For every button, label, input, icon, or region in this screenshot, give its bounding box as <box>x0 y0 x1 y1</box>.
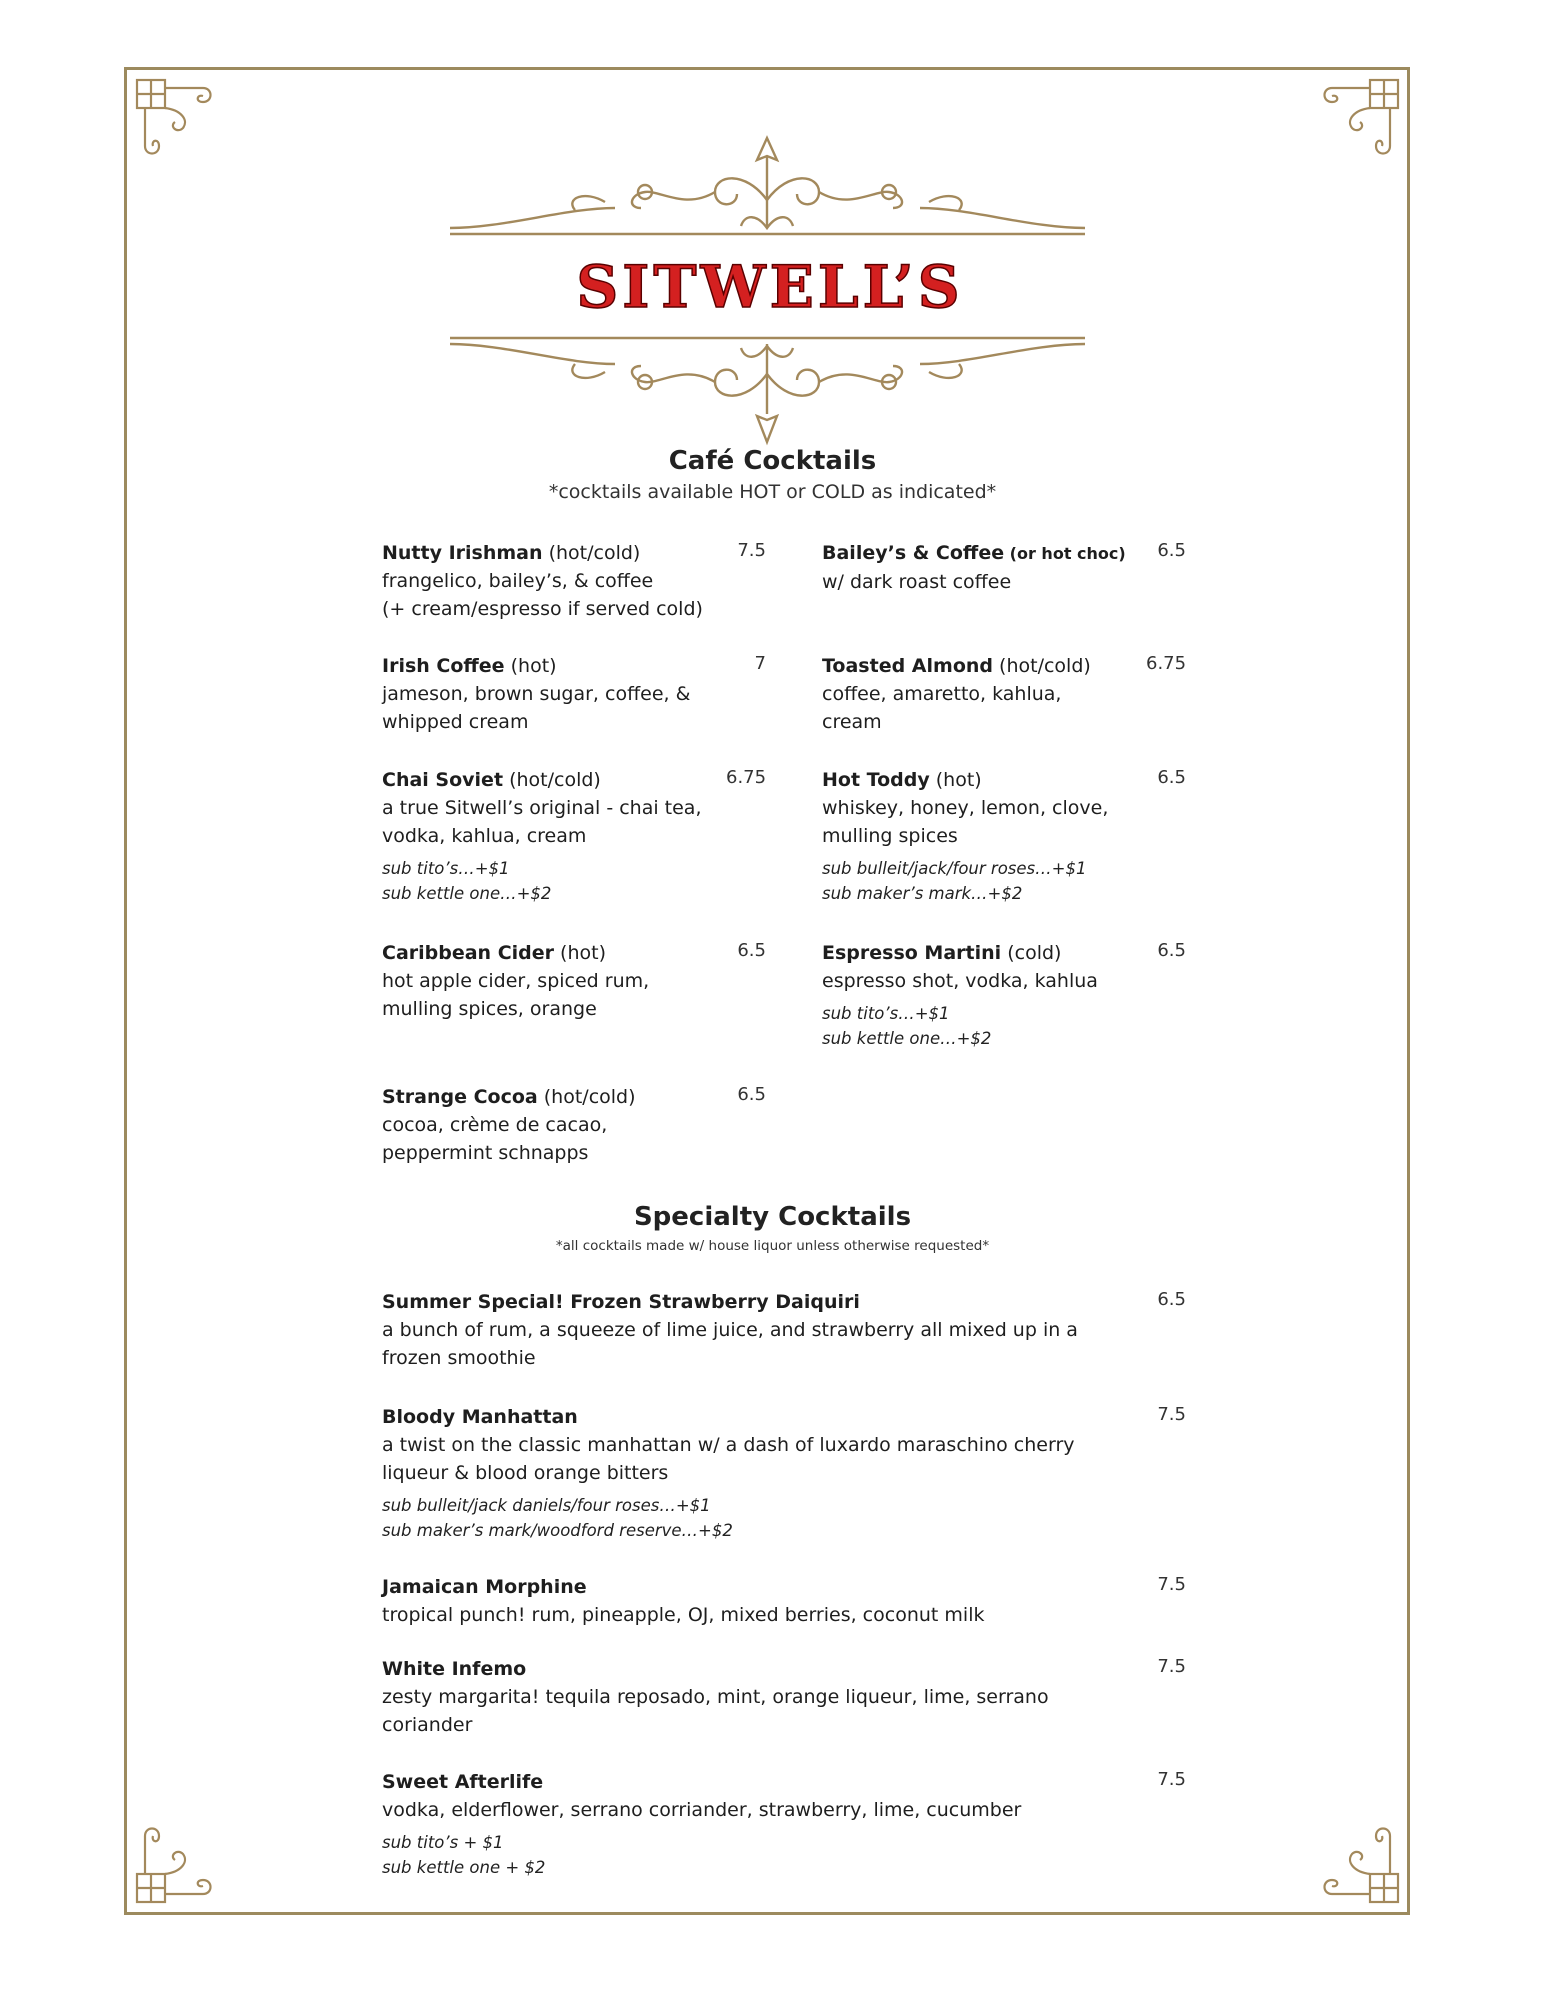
item-name: Hot Toddy <box>822 769 930 791</box>
specialty-section-title: Specialty Cocktails <box>633 1202 912 1232</box>
item-serving-tag: (hot) <box>554 942 606 964</box>
item-name: Sweet Afterlife <box>382 1771 544 1793</box>
specialty-menu-item <box>382 1403 1102 1543</box>
item-description: hot apple cider, spiced rum, mulling spices, orange <box>382 970 650 1020</box>
item-description: whiskey, honey, lemon, clove, mulling spices <box>822 797 1109 847</box>
item-price: 6.75 <box>1146 653 1187 674</box>
item-serving-tag: (hot) <box>929 769 982 791</box>
item-description: espresso shot, vodka, kahlua <box>822 970 1098 992</box>
specialty-menu-item <box>382 1288 1102 1372</box>
item-substitution-note: sub bulleit/jack/four roses…+$1 sub maker’s mark…+$2 <box>822 859 1087 903</box>
item-name: Summer Special! Frozen Strawberry Daiquiri <box>382 1291 860 1313</box>
item-description: coffee, amaretto, kahlua, cream <box>822 683 1062 733</box>
item-name: Bailey’s & Coffee <box>822 542 1005 564</box>
item-name: Toasted Almond <box>822 655 993 677</box>
corner-ornament-bottom-left <box>133 1806 233 1906</box>
cafe-menu-item <box>822 539 1152 596</box>
item-name: White Infemo <box>382 1658 527 1680</box>
item-description: cocoa, crème de cacao, peppermint schnapps <box>382 1114 608 1164</box>
item-name: Irish Coffee <box>382 655 505 677</box>
item-price: 7 <box>754 653 766 674</box>
specialty-menu-item <box>382 1768 1102 1880</box>
brand-name: SITWELL’S <box>576 253 964 321</box>
corner-ornament-top-right <box>1302 76 1402 176</box>
specialty-section-subtitle: *all cocktails made w/ house liquor unless otherwise requested* <box>555 1238 990 1254</box>
item-substitution-note: sub tito’s…+$1 sub kettle one…+$2 <box>382 859 552 903</box>
item-serving-tag: (hot/cold) <box>537 1086 636 1108</box>
item-price: 7.5 <box>1157 1404 1186 1425</box>
corner-ornament-top-left <box>133 76 233 176</box>
cafe-menu-item <box>822 766 1152 906</box>
item-name: Bloody Manhattan <box>382 1406 578 1428</box>
item-serving-tag: (cold) <box>1001 942 1062 964</box>
item-serving-tag: (hot/cold) <box>503 769 601 791</box>
item-name: Chai Soviet <box>382 769 504 791</box>
item-serving-tag: (hot/cold) <box>993 655 1091 677</box>
item-description: frangelico, bailey’s, & coffee (+ cream/espresso if served cold) <box>382 570 703 620</box>
item-substitution-note: sub bulleit/jack daniels/four roses…+$1 sub maker’s mark/woodford reserve…+$2 <box>382 1496 733 1540</box>
item-price: 6.75 <box>726 767 767 788</box>
item-name: Jamaican Morphine <box>382 1576 587 1598</box>
top-flourish-ornament <box>445 130 1090 240</box>
item-price: 6.5 <box>1157 940 1186 961</box>
item-description: w/ dark roast coffee <box>822 571 1012 593</box>
cafe-section-subtitle: *cocktails available HOT or COLD as indicated* <box>548 481 997 503</box>
item-description: a true Sitwell’s original - chai tea, vodka, kahlua, cream <box>382 797 702 847</box>
item-description: a twist on the classic manhattan w/ a dash of luxardo maraschino cherry liqueur & blood orange bitters <box>382 1434 1075 1484</box>
item-substitution-note: sub tito’s…+$1 sub kettle one…+$2 <box>822 1004 992 1048</box>
specialty-menu-item <box>382 1573 1102 1629</box>
item-substitution-note: sub tito’s + $1 sub kettle one + $2 <box>382 1833 546 1877</box>
item-price: 6.5 <box>1157 540 1186 561</box>
item-name: Caribbean Cider <box>382 942 555 964</box>
item-price: 6.5 <box>737 1084 766 1105</box>
item-price: 7.5 <box>737 540 766 561</box>
item-price: 6.5 <box>737 940 766 961</box>
bottom-flourish-ornament <box>445 334 1090 449</box>
cafe-menu-item <box>822 652 1152 736</box>
item-description: zesty margarita! tequila reposado, mint, orange liqueur, lime, serrano coriander <box>382 1686 1049 1736</box>
item-name: Strange Cocoa <box>382 1086 538 1108</box>
specialty-menu-item <box>382 1655 1102 1739</box>
item-price: 7.5 <box>1157 1656 1186 1677</box>
item-price: 7.5 <box>1157 1769 1186 1790</box>
item-name: Nutty Irishman <box>382 542 543 564</box>
cafe-menu-item <box>822 939 1152 1051</box>
item-serving-tag: (hot) <box>504 655 557 677</box>
item-name: Espresso Martini <box>822 942 1002 964</box>
item-description: a bunch of rum, a squeeze of lime juice, and strawberry all mixed up in a frozen smoothie <box>382 1319 1078 1369</box>
item-price: 6.5 <box>1157 767 1186 788</box>
brand-logo <box>520 245 1020 325</box>
item-serving-tag: (or hot choc) <box>1004 544 1126 563</box>
item-serving-tag: (hot/cold) <box>542 542 641 564</box>
item-description: vodka, elderflower, serrano corriander, strawberry, lime, cucumber <box>382 1799 1022 1821</box>
item-price: 6.5 <box>1157 1289 1186 1310</box>
corner-ornament-bottom-right <box>1302 1806 1402 1906</box>
item-price: 7.5 <box>1157 1574 1186 1595</box>
item-description: jameson, brown sugar, coffee, & whipped cream <box>382 683 691 733</box>
item-description: tropical punch! rum, pineapple, OJ, mixed berries, coconut milk <box>382 1604 985 1626</box>
cafe-section-title: Café Cocktails <box>668 446 877 476</box>
